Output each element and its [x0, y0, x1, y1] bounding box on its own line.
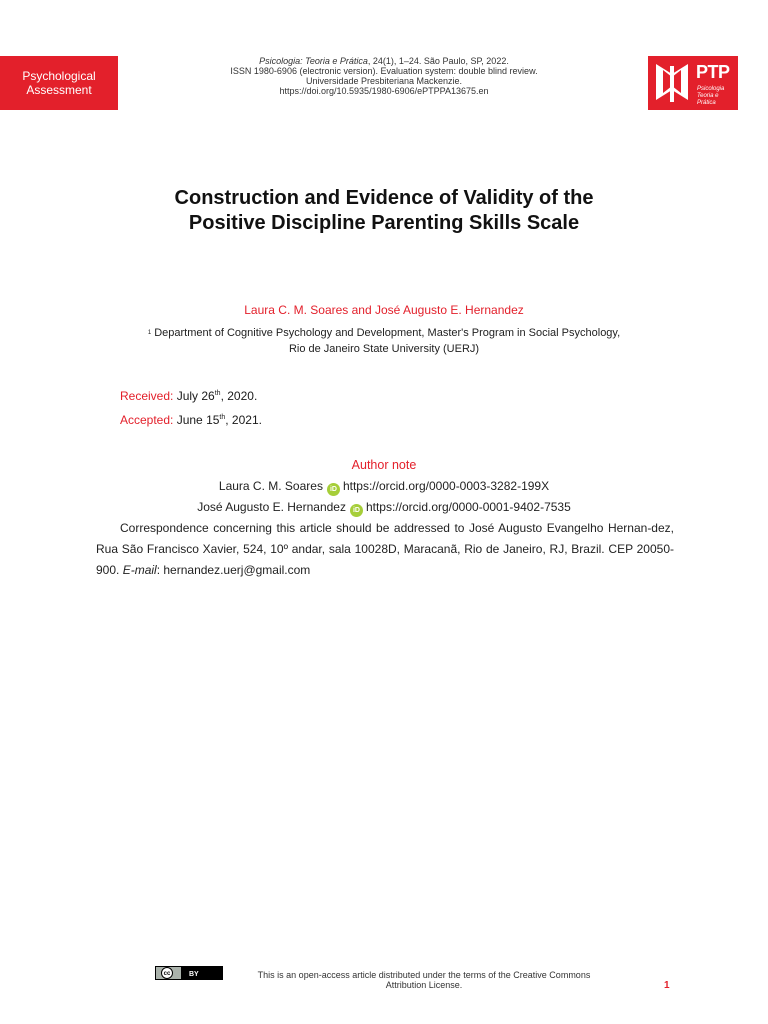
journal-citation	[160, 56, 608, 96]
orcid-author1-link[interactable]: https://orcid.org/0000-0003-3282-199X	[342, 479, 550, 493]
correspondence-text: Correspondence concerning this article should be addressed to José Augusto Evangelho Hernan-dez, Rua São Francisco Xavier, 524, 10º andar, sala 10028D, Maracanã, Rio de Janeiro, RJ, Brazil. CEP 20050-900.	[96, 521, 674, 577]
cc-license-icon[interactable]	[155, 966, 223, 980]
university-line: Universidade Presbiteriana Mackenzie.	[305, 76, 463, 86]
title-line2: Positive Discipline Parenting Skills Scale	[188, 212, 580, 234]
affiliation-line2: Rio de Janeiro State University (UERJ)	[288, 343, 480, 355]
affiliation-line1	[100, 325, 668, 341]
orcid-author2-link[interactable]: https://orcid.org/0000-0001-9402-7535	[365, 500, 571, 514]
received-day: July 26	[173, 389, 215, 403]
logo-subtitle-line1: Psicologia	[697, 86, 725, 92]
orcid-author2-name: José Augusto E. Hernandez	[197, 500, 346, 514]
email-address[interactable]: : hernandez.uerj@gmail.com	[156, 563, 311, 577]
submission-dates	[120, 383, 262, 431]
correspondence-paragraph	[96, 518, 674, 581]
doi-link[interactable]: https://doi.org/10.5935/1980-6906/ePTPPA13675.en	[279, 86, 489, 96]
journal-logo	[648, 56, 738, 110]
logo-subtitle-line2: Teoria e Prática	[697, 93, 719, 106]
license-line1: This is an open-access article distributed under the terms of the Creative Commons	[257, 970, 591, 980]
section-badge	[0, 56, 118, 110]
orcid-icon: iD	[327, 483, 340, 496]
author-note-heading: Author note	[351, 458, 417, 472]
accepted-suffix: th	[219, 414, 226, 421]
journal-emblem-icon	[652, 60, 692, 106]
journal-volume-line	[160, 56, 608, 66]
cc-label: cc	[163, 971, 171, 978]
logo-subtitle	[697, 86, 738, 107]
title-line1: Construction and Evidence of Validity of the	[174, 187, 594, 209]
accepted-year: , 2021.	[225, 413, 262, 427]
author-list: Laura C. M. Soares and José Augusto E. Hernandez	[244, 303, 524, 317]
accepted-date	[120, 407, 262, 431]
logo-text: PTP	[696, 62, 730, 82]
section-label-line2: Assessment	[26, 83, 92, 97]
article-title	[90, 186, 678, 236]
issn-line: ISSN 1980-6906 (electronic version). Evaluation system: double blind review.	[230, 66, 538, 76]
received-label: Received:	[120, 389, 174, 403]
orcid-entry-author1	[0, 479, 768, 496]
received-date	[120, 383, 262, 407]
cc-by-label: BY	[189, 971, 199, 978]
received-suffix: th	[214, 390, 221, 397]
license-line2: Attribution License.	[385, 980, 463, 990]
received-year: , 2020.	[220, 389, 258, 403]
license-notice	[224, 970, 624, 990]
accepted-day: June 15	[173, 413, 220, 427]
email-label: E-mail	[122, 563, 157, 577]
orcid-author1-name: Laura C. M. Soares	[218, 479, 323, 493]
orcid-icon: iD	[350, 504, 363, 517]
journal-name: Psicologia: Teoria e Prática	[259, 56, 368, 66]
section-label-line1: Psychological	[22, 69, 96, 83]
orcid-entry-author2	[0, 500, 768, 517]
accepted-label: Accepted:	[120, 413, 174, 427]
journal-issue: , 24(1), 1–24. São Paulo, SP, 2022.	[367, 56, 509, 66]
affiliation-text1: Department of Cognitive Psychology and Development, Master's Program in Social Psychology,	[154, 327, 621, 339]
affiliation	[100, 325, 668, 357]
affiliation-marker: 1	[147, 330, 152, 336]
page-number: 1	[664, 980, 670, 991]
